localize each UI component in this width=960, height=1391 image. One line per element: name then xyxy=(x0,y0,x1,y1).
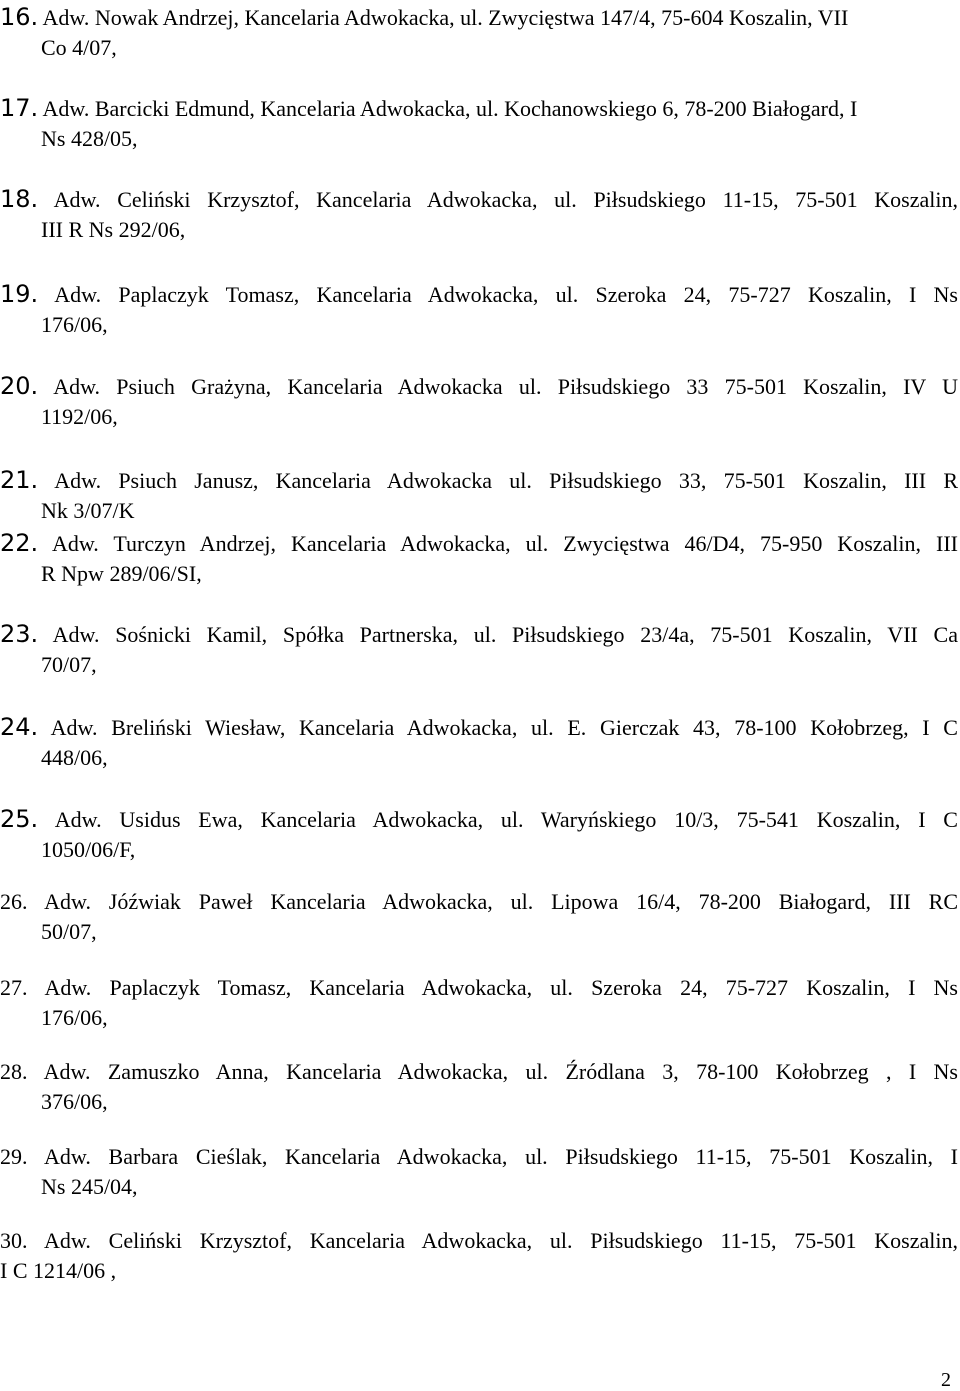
entry-text: Adw. Paplaczyk Tomasz, Kancelaria Adwokacka, ul. Szeroka 24, 75-727 Koszalin, I Ns xyxy=(54,282,958,307)
list-item xyxy=(0,2,958,63)
entry-text: Adw. Zamuszko Anna, Kancelaria Adwokacka, ul. Źródlana 3, 78-100 Kołobrzeg , I Ns xyxy=(43,1059,958,1084)
entry-case-number: 376/06, xyxy=(41,1089,108,1114)
entry-case-number: 1050/06/F, xyxy=(41,837,136,862)
entry-case-number: 70/07, xyxy=(41,652,97,677)
list-item xyxy=(0,973,958,1033)
entry-number: 30. xyxy=(0,1228,28,1253)
list-item xyxy=(0,1226,958,1286)
list-item xyxy=(0,887,958,947)
entry-text: Adw. Jóźwiak Paweł Kancelaria Adwokacka, ul. Lipowa 16/4, 78-200 Białogard, III RC xyxy=(44,889,958,914)
entry-number: 22. xyxy=(0,529,39,557)
entry-text: Adw. Turczyn Andrzej, Kancelaria Adwokacka, ul. Zwycięstwa 46/D4, 75-950 Koszalin, III xyxy=(51,531,958,556)
list-item xyxy=(0,279,958,340)
entry-text: Adw. Sośnicki Kamil, Spółka Partnerska, ul. Piłsudskiego 23/4a, 75-501 Koszalin, VII Ca xyxy=(52,622,958,647)
entry-number: 18. xyxy=(0,185,39,213)
list-item xyxy=(0,1142,958,1202)
list-item xyxy=(0,712,958,773)
entry-text: Adw. Celiński Krzysztof, Kancelaria Adwokacka, ul. Piłsudskiego 11-15, 75-501 Koszalin, xyxy=(53,187,958,212)
entry-text: Adw. Celiński Krzysztof, Kancelaria Adwokacka, ul. Piłsudskiego 11-15, 75-501 Koszalin, xyxy=(44,1228,958,1253)
list-item xyxy=(0,371,958,432)
entry-case-number: 176/06, xyxy=(41,312,108,337)
entry-case-number: Ns 245/04, xyxy=(41,1174,138,1199)
entry-case-number: I C 1214/06 , xyxy=(0,1258,117,1283)
entry-text: Adw. Usidus Ewa, Kancelaria Adwokacka, ul. Waryńskiego 10/3, 75-541 Koszalin, I C xyxy=(54,807,958,832)
entry-text: Adw. Psiuch Grażyna, Kancelaria Adwokacka ul. Piłsudskiego 33 75-501 Koszalin, IV U xyxy=(53,374,959,399)
entry-text: Adw. Barcicki Edmund, Kancelaria Adwokacka, ul. Kochanowskiego 6, 78-200 Białogard, I xyxy=(42,96,858,121)
entry-text: Adw. Barbara Cieślak, Kancelaria Adwokacka, ul. Piłsudskiego 11-15, 75-501 Koszalin, I xyxy=(44,1144,958,1169)
entry-case-number: 176/06, xyxy=(41,1005,108,1030)
entry-number: 23. xyxy=(0,620,39,648)
entry-case-number: III R Ns 292/06, xyxy=(41,217,186,242)
entry-case-number: 448/06, xyxy=(41,745,108,770)
entry-number: 20. xyxy=(0,372,39,400)
entry-number: 24. xyxy=(0,713,39,741)
entry-number: 29. xyxy=(0,1144,28,1169)
entry-case-number: 1192/06, xyxy=(41,404,118,429)
list-item xyxy=(0,528,958,589)
entry-number: 27. xyxy=(0,975,28,1000)
entry-number: 17. xyxy=(0,94,39,122)
entry-number: 26. xyxy=(0,889,28,914)
list-item xyxy=(0,1057,958,1117)
entry-number: 25. xyxy=(0,805,39,833)
entry-case-number: Ns 428/05, xyxy=(41,126,138,151)
entry-number: 16. xyxy=(0,3,39,31)
entry-text: Adw. Breliński Wiesław, Kancelaria Adwokacka, ul. E. Gierczak 43, 78-100 Kołobrzeg, I C xyxy=(50,715,958,740)
page-number: 2 xyxy=(941,1369,951,1391)
list-item xyxy=(0,93,958,154)
entry-number: 19. xyxy=(0,280,39,308)
entry-number: 28. xyxy=(0,1059,28,1084)
entry-text: Adw. Nowak Andrzej, Kancelaria Adwokacka, ul. Zwycięstwa 147/4, 75-604 Koszalin, VII xyxy=(42,5,849,30)
entry-case-number: 50/07, xyxy=(41,919,97,944)
entry-case-number: Nk 3/07/K xyxy=(41,498,135,523)
list-item xyxy=(0,184,958,245)
list-item xyxy=(0,804,958,865)
entry-number: 21. xyxy=(0,466,39,494)
entry-case-number: Co 4/07, xyxy=(41,35,117,60)
entry-text: Adw. Paplaczyk Tomasz, Kancelaria Adwokacka, ul. Szeroka 24, 75-727 Koszalin, I Ns xyxy=(44,975,958,1000)
entry-text: Adw. Psiuch Janusz, Kancelaria Adwokacka ul. Piłsudskiego 33, 75-501 Koszalin, III R xyxy=(54,468,958,493)
entry-case-number: R Npw 289/06/SI, xyxy=(41,561,202,586)
list-item xyxy=(0,619,958,680)
list-item xyxy=(0,465,958,526)
